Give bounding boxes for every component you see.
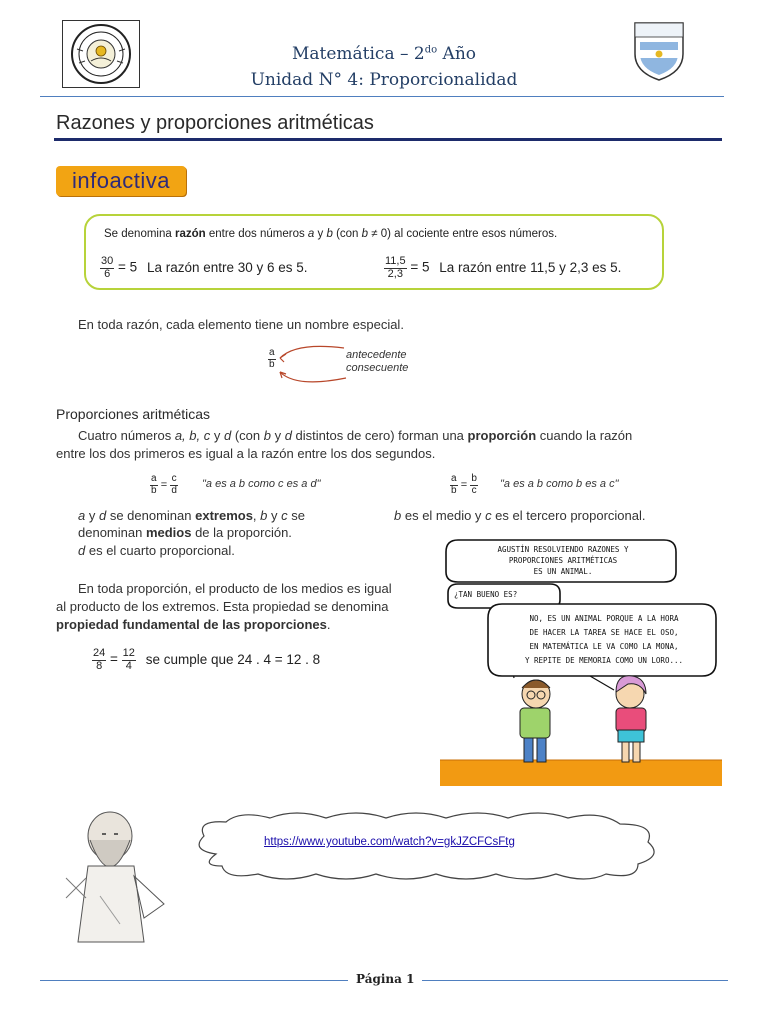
section-title: Razones y proporciones aritméticas bbox=[56, 112, 374, 134]
proportion-example-1-reading: "a es a b como c es a d" bbox=[202, 478, 321, 490]
ratio-example-2: $\frac{11,5}{2,3}$ = 5 La razón entre 11,5 y 2,3 es 5. bbox=[385, 255, 622, 280]
unit-title: Unidad N° 4: Proporcionalidad bbox=[250, 70, 518, 90]
fourth-proportional-line: d es el cuarto proporcional. bbox=[78, 543, 235, 558]
infoactiva-badge: infoactiva bbox=[56, 166, 186, 196]
means-line: denominan medios de la proporción. bbox=[78, 525, 292, 540]
ratio-example-1: $\frac{30}{6}$ = 5 La razón entre 30 y 6 es 5. bbox=[101, 255, 308, 280]
antecedent-label: antecedente bbox=[346, 349, 407, 361]
youtube-link[interactable]: https://www.youtube.com/watch?v=gkJZCFCsFtg bbox=[264, 836, 515, 848]
header-divider bbox=[40, 96, 724, 97]
page-number: Página 1 bbox=[348, 972, 422, 986]
cartoon-bubble-3: NO, ES UN ANIMAL PORQUE A LA HORA DE HACER LA TAREA SE HACE EL OSO, EN MATEMÁTICA LE VA COMO LA MONA, Y REPITE DE MEMORIA COMO UN LORO... bbox=[524, 614, 684, 665]
fundamental-property-line-3: propiedad fundamental de las proporciones. bbox=[56, 617, 331, 632]
subject-title: Matemática – $2^{do}$ Año bbox=[291, 44, 477, 64]
fundamental-property-line-2: al producto de los extremos. Esta propiedad se denomina bbox=[56, 599, 389, 614]
proportions-line-1: Cuatro números a, b, c y d (con b y d distintos de cero) forman una proporción cuando la razón bbox=[78, 428, 633, 443]
fraction: $\frac{11,5}{2,3}$ bbox=[385, 255, 406, 280]
philosopher-illustration bbox=[60, 806, 170, 946]
proportions-heading: Proporciones aritméticas bbox=[56, 406, 211, 422]
cartoon-bubble-2: ¿TAN BUENO ES? bbox=[454, 590, 518, 599]
definition-text: Se denomina razón entre dos números a y b (con b ≠ 0) al cociente entre esos números. bbox=[104, 228, 558, 240]
ab-fraction: $\frac{a}{b}$ bbox=[269, 347, 275, 370]
fundamental-property-line-1: En toda proporción, el producto de los medios es igual bbox=[78, 581, 392, 596]
school-shield-logo bbox=[632, 20, 686, 82]
fundamental-property-example: $\frac{24}{8}$ = $\frac{12}{4}$ se cumple que 24 . 4 = 12 . 8 bbox=[93, 647, 321, 672]
proportion-example-2-reading: "a es a b como b es a c" bbox=[500, 478, 619, 490]
middle-proportional-line: b es el medio y c es el tercero proporcional. bbox=[394, 508, 646, 523]
proportions-line-2: entre los dos primeros es igual a la razón entre los dos segundos. bbox=[56, 446, 436, 461]
consequent-label: consecuente bbox=[346, 362, 409, 374]
cartoon-illustration bbox=[440, 532, 722, 786]
cartoon-bubble-1: AGUSTÍN RESOLVIENDO RAZONES Y PROPORCIONES ARITMÉTICAS ES UN ANIMAL. bbox=[497, 545, 629, 576]
names-intro: En toda razón, cada elemento tiene un nombre especial. bbox=[78, 317, 404, 332]
proportion-example-1: $\frac{a}{b}$ = $\frac{c}{d}$ bbox=[151, 473, 177, 496]
proportion-example-2: $\frac{a}{b}$ = $\frac{b}{c}$ bbox=[451, 473, 477, 496]
fraction: $\frac{30}{6}$ bbox=[101, 255, 114, 280]
school-seal-logo bbox=[62, 20, 140, 88]
extremes-line: a y d se denominan extremos, b y c se bbox=[78, 508, 305, 523]
section-divider bbox=[54, 138, 722, 141]
